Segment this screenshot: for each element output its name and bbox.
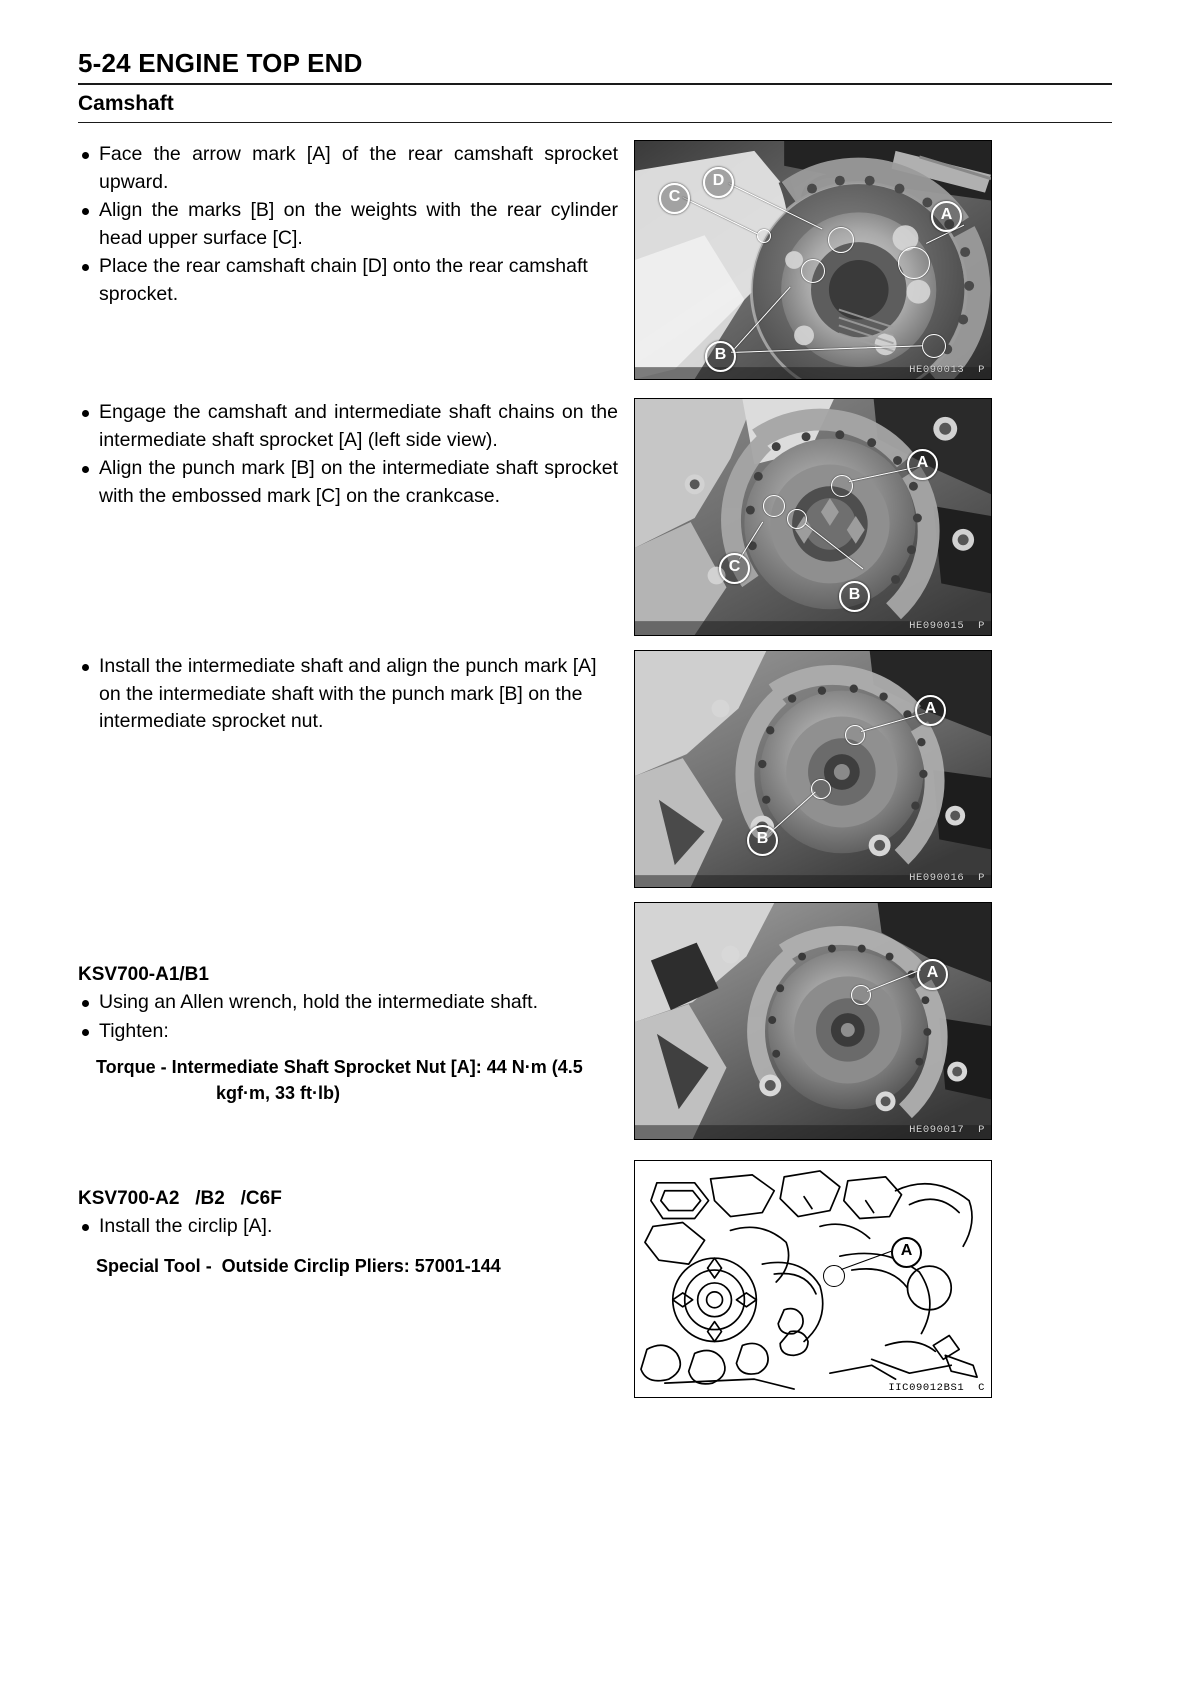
header-divider-bottom [78, 122, 1112, 123]
bullet-text: Place the rear camshaft chain [D] onto the rear camshaft sprocket. [99, 255, 588, 305]
callout-a: A [891, 1237, 922, 1268]
bullet-text: Install the intermediate shaft and align the punch mark [A] on the intermediate shaft with the punch mark [B] on the intermediate sprocket nut. [99, 655, 597, 732]
bullet-text: Align the marks [B] on the weights with the rear cylinder head upper surface [C]. [99, 199, 618, 249]
figure-4-code: HE090017 P [909, 1124, 985, 1136]
callout-b: B [705, 341, 736, 372]
callout-target-a [845, 725, 865, 745]
callout-b: B [839, 581, 870, 612]
callout-target-b-lower [922, 334, 946, 358]
bullet-list-4 [78, 989, 618, 1045]
callout-a: A [915, 695, 946, 726]
instruction-block-4 [78, 962, 618, 1106]
special-tool-specification: Special Tool - Outside Circlip Pliers: 57001-144 [96, 1255, 501, 1276]
callout-target-b [787, 509, 807, 529]
callout-target-c [763, 495, 785, 517]
callout-b: B [747, 825, 778, 856]
callout-a: A [917, 959, 948, 990]
figure-3-code: HE090016 P [909, 872, 985, 884]
figure-intermediate-shaft-sprocket [634, 398, 992, 636]
instruction-block-5 [78, 1186, 618, 1279]
callout-target-b-upper [801, 259, 825, 283]
list-item [78, 253, 618, 308]
figure-rear-camshaft-sprocket [634, 140, 992, 380]
list-item [78, 141, 618, 196]
figure-2-code: HE090015 P [909, 620, 985, 632]
figure-2-photo [635, 399, 991, 635]
bullet-text: Tighten: [99, 1019, 169, 1042]
callout-target-a [831, 475, 853, 497]
bullet-text: Using an Allen wrench, hold the intermediate shaft. [99, 991, 539, 1013]
bullet-text: Engage the camshaft and intermediate shaft chains on the intermediate shaft sprocket [A] (left side view). [99, 401, 618, 451]
callout-target-d [828, 227, 854, 253]
callout-target-a [851, 985, 871, 1005]
figure-1-code: HE090013 P [909, 364, 985, 376]
figure-punch-mark-alignment [634, 650, 992, 888]
bullet-text: Align the punch mark [B] on the intermediate shaft sprocket with the embossed mark [C] on the crankcase. [99, 457, 618, 507]
model-heading-a1-b1: KSV700-A1/B1 [78, 964, 209, 985]
list-item [78, 1213, 618, 1241]
model-heading-a2-b2-c6f: KSV700-A2 /B2 /C6F [78, 1188, 282, 1209]
torque-spec-continuation: kgf·m, 33 ft·lb) [216, 1083, 340, 1103]
bullet-text: Install the circlip [A]. [99, 1215, 273, 1237]
callout-target-a [898, 247, 930, 279]
figure-circlip-install [634, 1160, 992, 1398]
callout-a: A [931, 201, 962, 232]
list-item [78, 653, 618, 736]
torque-specification [78, 1054, 618, 1106]
figure-3-photo [635, 651, 991, 887]
bullet-list-5 [78, 1213, 618, 1241]
page-title: 5-24 ENGINE TOP END [78, 48, 363, 78]
list-item [78, 399, 618, 454]
bullet-text: Face the arrow mark [A] of the rear camshaft sprocket upward. [99, 143, 618, 193]
callout-target-b [811, 779, 831, 799]
callout-d: D [703, 167, 734, 198]
list-item [78, 197, 618, 252]
figure-5-code: IIC09012BS1 C [888, 1382, 985, 1394]
figure-5-drawing [635, 1161, 991, 1397]
section-title: Camshaft [78, 92, 174, 115]
instruction-block-1 [78, 141, 618, 309]
instruction-block-3 [78, 653, 618, 737]
callout-c: C [719, 553, 750, 584]
bullet-list-3 [78, 653, 618, 736]
header-divider-top [78, 83, 1112, 85]
list-item [78, 989, 618, 1017]
list-item [78, 1018, 618, 1046]
torque-spec-text: Torque - Intermediate Shaft Sprocket Nut [A]: 44 N·m (4.5 [96, 1057, 583, 1077]
bullet-list-1 [78, 141, 618, 308]
bullet-list-2 [78, 399, 618, 510]
callout-a: A [907, 449, 938, 480]
list-item [78, 455, 618, 510]
page-header [78, 48, 1112, 123]
figure-allen-wrench-tighten [634, 902, 992, 1140]
callout-target-c [757, 229, 771, 243]
instruction-block-2 [78, 399, 618, 511]
callout-c: C [659, 183, 690, 214]
figure-4-photo [635, 903, 991, 1139]
